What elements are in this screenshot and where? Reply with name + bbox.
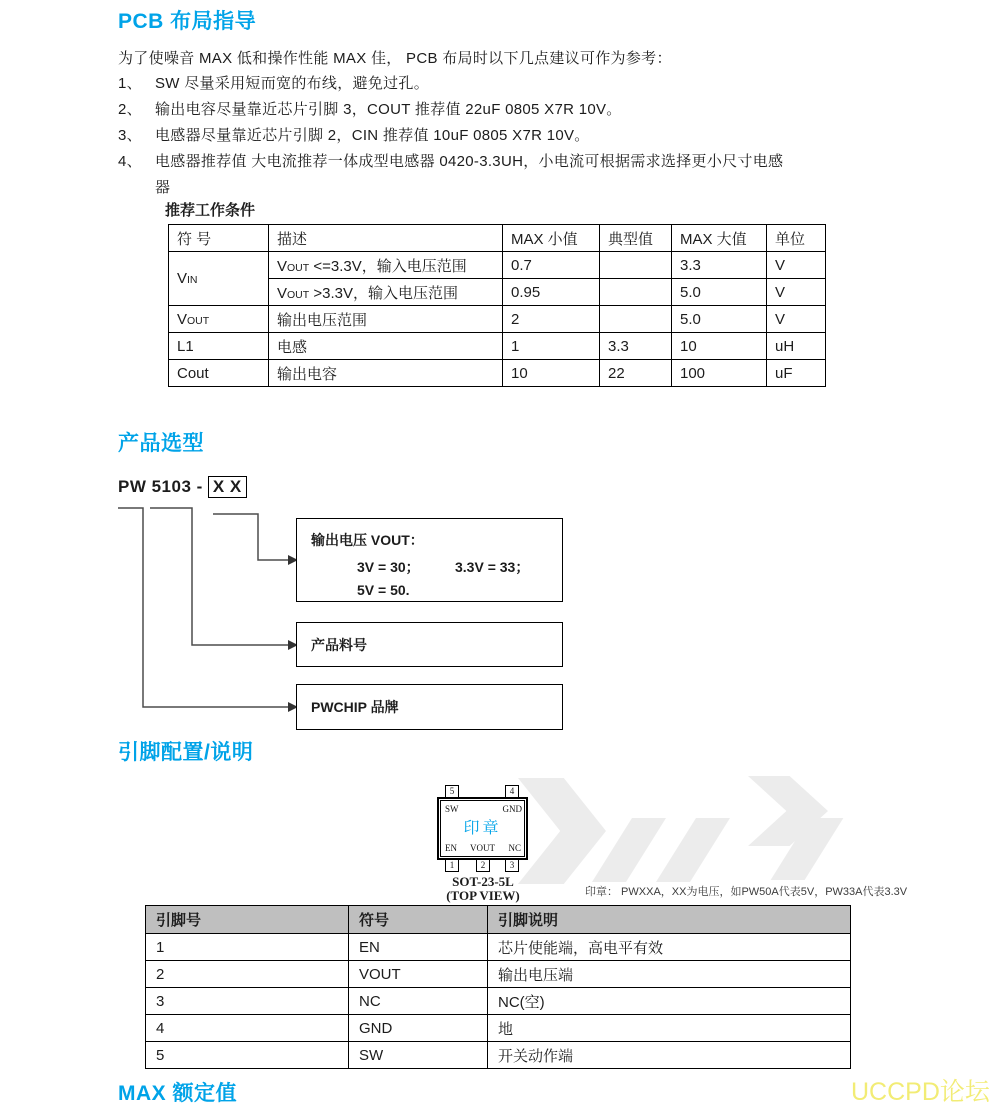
package-label <box>431 875 535 903</box>
cell-pin-description: 开关动作端 <box>488 1042 851 1069</box>
cell-unit: uH <box>767 333 826 360</box>
pcb-intro-text: 为了使噪音 MAX 低和操作性能 MAX 佳， PCB 布局时以下几点建议可作为参考： <box>118 50 672 67</box>
cell-pin-description: NC(空) <box>488 988 851 1015</box>
pin-2-box: 2 <box>476 859 490 872</box>
col-header-symbol: 符 号 <box>169 225 269 252</box>
pin-5-box: 5 <box>445 785 459 798</box>
list-item <box>118 149 787 201</box>
list-item-number: 1、 <box>118 75 142 92</box>
list-item <box>118 71 787 97</box>
table-row <box>146 1042 851 1069</box>
table-row <box>146 934 851 961</box>
list-item-number: 4、 <box>118 153 142 170</box>
list-item <box>118 123 787 149</box>
cell-description: VOUT >3.3V，输入电压范围 <box>269 279 503 306</box>
cell-pin-number: 4 <box>146 1015 349 1042</box>
list-item-text: 电感器尽量靠近芯片引脚 2，CIN 推荐值 10uF 0805 X7R 10V。 <box>155 127 590 144</box>
cell-typ: 22 <box>600 360 672 387</box>
col-header-typ: 典型值 <box>600 225 672 252</box>
col-header-description: 描述 <box>269 225 503 252</box>
table-row <box>146 988 851 1015</box>
table-row <box>169 306 826 333</box>
list-item-text: SW 尽量采用短而宽的布线，避免过孔。 <box>155 75 430 92</box>
chip-marking: 印章 <box>463 819 502 837</box>
cell-unit: V <box>767 306 826 333</box>
list-item <box>118 97 787 123</box>
section-heading-pcb-layout: PCB 布局指导 <box>118 10 257 33</box>
table-header-row <box>146 906 851 934</box>
watermark-bar-icon <box>656 818 730 882</box>
brand-box: PWCHIP 品牌 <box>296 684 563 730</box>
pin-label-gnd: GND <box>502 804 522 814</box>
vout-option-3v3: 3.3V = 33； <box>455 559 530 575</box>
cell-min: 10 <box>503 360 600 387</box>
list-item-text: 电感器推荐值 大电流推荐一体成型电感器 0420-3.3UH，小电流可根据需求选择更小尺寸电感器 <box>155 153 784 196</box>
package-name: SOT-23-5L <box>452 874 514 889</box>
pin-1-box: 1 <box>445 859 459 872</box>
vout-box-title: 输出电压 VOUT： <box>311 532 424 548</box>
pin-label-nc: NC <box>508 843 521 853</box>
cell-pin-description: 地 <box>488 1015 851 1042</box>
pin-4-box: 4 <box>505 785 519 798</box>
cell-pin-symbol: VOUT <box>349 961 488 988</box>
pin-label-en: EN <box>445 843 457 853</box>
pin-label-vout: VOUT <box>470 843 495 853</box>
table-row <box>169 252 826 279</box>
section-heading-max-rating: MAX 额定值 <box>118 1082 237 1105</box>
cell-description: VOUT <=3.3V，输入电压范围 <box>269 252 503 279</box>
cell-pin-symbol: GND <box>349 1015 488 1042</box>
table-row <box>169 360 826 387</box>
vout-option-box <box>296 518 563 602</box>
section-heading-pin-config: 引脚配置/说明 <box>118 741 254 764</box>
cell-typ: 3.3 <box>600 333 672 360</box>
cell-min: 1 <box>503 333 600 360</box>
cell-pin-number: 3 <box>146 988 349 1015</box>
cell-description: 输出电压范围 <box>269 306 503 333</box>
package-view: (TOP VIEW) <box>446 888 520 903</box>
operating-conditions-table <box>168 224 826 387</box>
vout-option-3v: 3V = 30； <box>357 559 420 575</box>
cell-pin-number: 1 <box>146 934 349 961</box>
pin-3-box: 3 <box>505 859 519 872</box>
section-heading-product-selection: 产品选型 <box>118 432 204 455</box>
list-item-text: 输出电容尽量靠近芯片引脚 3，COUT 推荐值 22uF 0805 X7R 10V。 <box>155 101 622 118</box>
marking-note: 印章： PWXXA，XX为电压，如PW50A代表5V，PW33A代表3.3V <box>585 886 908 898</box>
cell-min: 0.7 <box>503 252 600 279</box>
col-header-pin-symbol: 符号 <box>349 906 488 934</box>
cell-typ <box>600 306 672 333</box>
cell-symbol-vin: VIN <box>169 252 269 306</box>
cell-symbol-vout: VOUT <box>169 306 269 333</box>
cell-max: 10 <box>672 333 767 360</box>
part-number-prefix: PW 5103 - <box>118 477 203 496</box>
forum-watermark: UCCPD论坛 <box>851 1078 990 1106</box>
table-row <box>146 1015 851 1042</box>
cell-unit: uF <box>767 360 826 387</box>
material-number-box: 产品料号 <box>296 622 563 667</box>
part-number <box>118 477 247 497</box>
pcb-guideline-list <box>118 71 787 201</box>
cell-typ <box>600 279 672 306</box>
watermark-chevron-icon <box>518 778 606 884</box>
col-header-pin-number: 引脚号 <box>146 906 349 934</box>
col-header-min: MAX 小值 <box>503 225 600 252</box>
cell-description: 电感 <box>269 333 503 360</box>
cell-max: 5.0 <box>672 306 767 333</box>
cell-max: 3.3 <box>672 252 767 279</box>
cell-pin-number: 5 <box>146 1042 349 1069</box>
leader-line-vout <box>213 514 294 560</box>
col-header-max: MAX 大值 <box>672 225 767 252</box>
col-header-pin-description: 引脚说明 <box>488 906 851 934</box>
cell-pin-symbol: EN <box>349 934 488 961</box>
cell-unit: V <box>767 279 826 306</box>
cell-pin-description: 芯片使能端，高电平有效 <box>488 934 851 961</box>
cell-min: 2 <box>503 306 600 333</box>
table-row <box>146 961 851 988</box>
pin-description-table <box>145 905 851 1069</box>
leader-line-material <box>150 508 294 645</box>
chip-body <box>437 797 528 860</box>
cell-min: 0.95 <box>503 279 600 306</box>
cell-pin-number: 2 <box>146 961 349 988</box>
chip-inner-border <box>440 800 525 857</box>
cell-pin-symbol: NC <box>349 988 488 1015</box>
leader-line-brand <box>118 508 294 707</box>
vout-option-5v: 5V = 50. <box>357 582 410 598</box>
cell-symbol-cout: Cout <box>169 360 269 387</box>
operating-conditions-title: 推荐工作条件 <box>165 202 256 219</box>
list-item-number: 2、 <box>118 101 142 118</box>
cell-unit: V <box>767 252 826 279</box>
cell-pin-description: 输出电压端 <box>488 961 851 988</box>
cell-max: 100 <box>672 360 767 387</box>
cell-typ <box>600 252 672 279</box>
col-header-unit: 单位 <box>767 225 826 252</box>
cell-max: 5.0 <box>672 279 767 306</box>
cell-pin-symbol: SW <box>349 1042 488 1069</box>
table-row <box>169 333 826 360</box>
cell-description: 输出电容 <box>269 360 503 387</box>
table-header-row <box>169 225 826 252</box>
pin-label-sw: SW <box>445 804 459 814</box>
part-number-suffix-box: X X <box>208 476 247 498</box>
cell-symbol-l1: L1 <box>169 333 269 360</box>
list-item-number: 3、 <box>118 127 142 144</box>
